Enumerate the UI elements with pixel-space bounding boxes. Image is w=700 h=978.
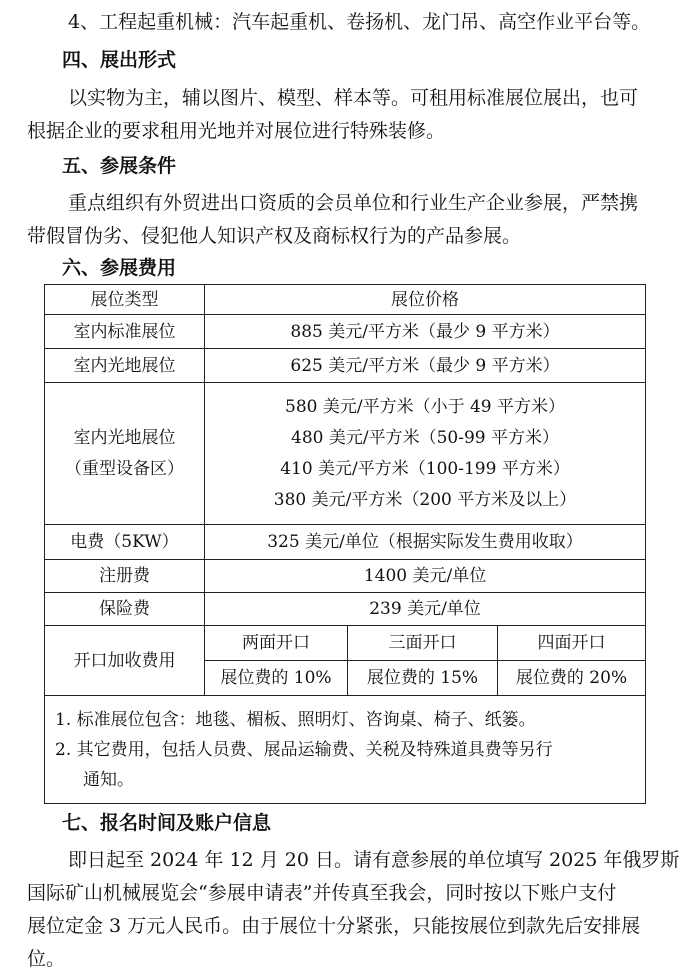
table-row bbox=[45, 626, 646, 661]
table-row bbox=[45, 383, 646, 525]
registration-line-3: 展位定金 3 万元人民币。由于展位十分紧张，只能按展位到款先后安排展 bbox=[27, 915, 641, 937]
power-fee-type: 电费（5KW） bbox=[45, 525, 205, 560]
registration-fee-type: 注册费 bbox=[45, 560, 205, 593]
note-2-line-1: 2. 其它费用，包括人员费、展品运输费、关税及特殊道具费等另行 bbox=[55, 739, 553, 760]
registration-line-4: 位。 bbox=[27, 948, 66, 970]
exhibition-form-line-2: 根据企业的要求租用光地并对展位进行特殊装修。 bbox=[27, 120, 446, 142]
heavy-equipment-prices bbox=[205, 383, 646, 525]
notes-row bbox=[45, 696, 646, 804]
section-heading-fees: 六、参展费用 bbox=[62, 257, 177, 279]
section-heading-registration: 七、报名时间及账户信息 bbox=[62, 812, 272, 834]
table-row bbox=[45, 349, 646, 383]
heavy-price-tier-1: 580 美元/平方米（小于 49 平方米） bbox=[285, 396, 566, 417]
heavy-price-tier-4: 380 美元/平方米（200 平方米及以上） bbox=[273, 489, 577, 510]
three-side-open-label: 三面开口 bbox=[348, 626, 498, 661]
four-side-open-fee: 展位费的 20% bbox=[498, 661, 646, 696]
note-1: 1. 标准展位包含：地毯、楣板、照明灯、咨询桌、椅子、纸篓。 bbox=[55, 709, 536, 730]
opening-surcharge-type: 开口加收费用 bbox=[45, 626, 205, 696]
note-2-line-2: 通知。 bbox=[83, 769, 134, 790]
two-side-open-fee: 展位费的 10% bbox=[205, 661, 348, 696]
heavy-price-tier-3: 410 美元/平方米（100-199 平方米） bbox=[280, 458, 570, 479]
heavy-equipment-type bbox=[45, 383, 205, 525]
heavy-type-line-2: （重型设备区） bbox=[65, 458, 184, 479]
four-side-open-label: 四面开口 bbox=[498, 626, 646, 661]
standard-booth-type: 室内标准展位 bbox=[45, 315, 205, 349]
heavy-price-tier-2: 480 美元/平方米（50-99 平方米） bbox=[291, 427, 560, 448]
three-side-open-fee: 展位费的 15% bbox=[348, 661, 498, 696]
two-side-open-label: 两面开口 bbox=[205, 626, 348, 661]
insurance-fee-type: 保险费 bbox=[45, 593, 205, 626]
registration-fee-price: 1400 美元/单位 bbox=[205, 560, 646, 593]
table-row bbox=[45, 315, 646, 349]
header-booth-price: 展位价格 bbox=[205, 285, 646, 315]
table-header-row bbox=[45, 285, 646, 315]
conditions-line-2: 带假冒伪劣、侵犯他人知识产权及商标权行为的产品参展。 bbox=[27, 225, 522, 247]
header-booth-type: 展位类型 bbox=[45, 285, 205, 315]
table-row bbox=[45, 525, 646, 560]
standard-booth-price: 885 美元/平方米（最少 9 平方米） bbox=[205, 315, 646, 349]
exhibition-form-line-1: 以实物为主，辅以图片、模型、样本等。可租用标准展位展出，也可 bbox=[68, 87, 639, 109]
heavy-type-line-1: 室内光地展位 bbox=[73, 427, 176, 448]
conditions-line-1: 重点组织有外贸进出口资质的会员单位和行业生产企业参展，严禁携 bbox=[68, 192, 639, 214]
registration-line-1: 即日起至 2024 年 12 月 20 日。请有意参展的单位填写 2025 年俄罗斯 bbox=[68, 849, 680, 871]
table-row bbox=[45, 593, 646, 626]
fee-table bbox=[44, 284, 646, 804]
section-heading-conditions: 五、参展条件 bbox=[62, 155, 177, 177]
table-row bbox=[45, 560, 646, 593]
raw-space-type: 室内光地展位 bbox=[45, 349, 205, 383]
power-fee-price: 325 美元/单位（根据实际发生费用收取） bbox=[205, 525, 646, 560]
machinery-item-4: 4、工程起重机械：汽车起重机、卷扬机、龙门吊、高空作业平台等。 bbox=[68, 11, 651, 33]
section-heading-exhibition-form: 四、展出形式 bbox=[62, 49, 177, 71]
insurance-fee-price: 239 美元/单位 bbox=[205, 593, 646, 626]
raw-space-price: 625 美元/平方米（最少 9 平方米） bbox=[205, 349, 646, 383]
registration-line-2: 国际矿山机械展览会“参展申请表”并传真至我会，同时按以下账户支付 bbox=[27, 882, 617, 904]
notes-cell bbox=[45, 696, 646, 804]
